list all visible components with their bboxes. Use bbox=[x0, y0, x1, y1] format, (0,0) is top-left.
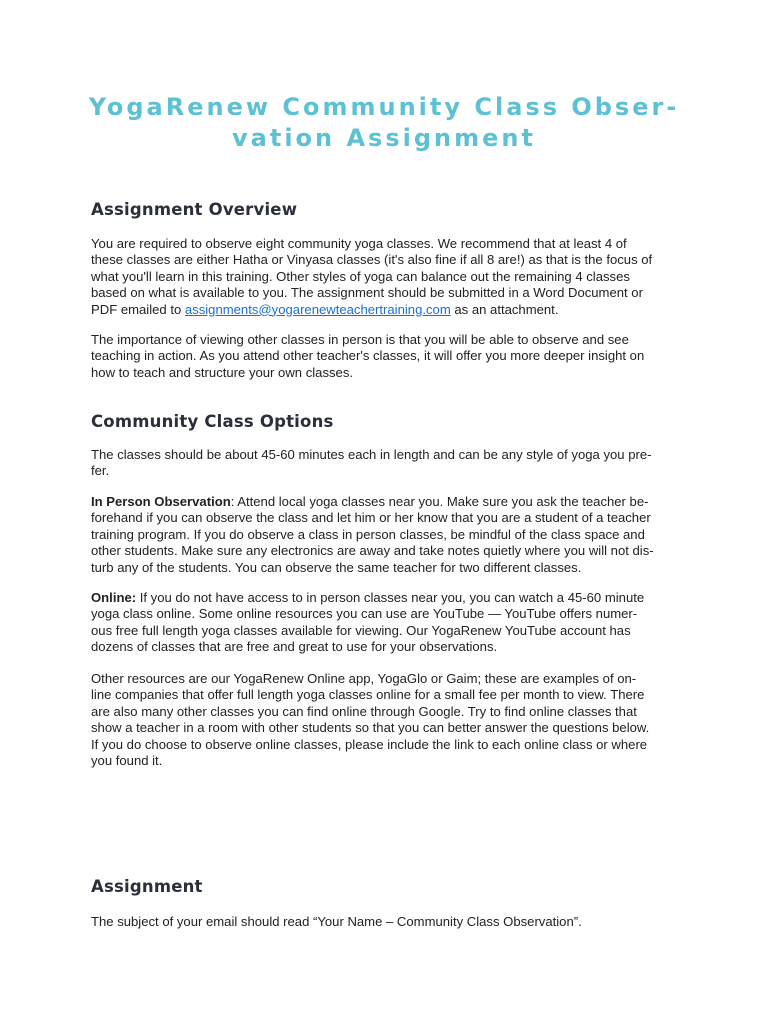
text-line bbox=[91, 302, 691, 318]
text-line: show a teacher in a room with other students so that you can better answer the questions below. bbox=[91, 720, 650, 736]
options-heading: Community Class Options bbox=[91, 412, 334, 431]
email-link[interactable]: assignments@yogarenewteachertraining.com bbox=[184, 301, 451, 317]
assignment-heading: Assignment bbox=[91, 877, 203, 896]
text-line: dozens of classes that are free and great to use for your observations. bbox=[91, 639, 498, 655]
options-intro-paragraph bbox=[91, 447, 691, 480]
text-line: you found it. bbox=[91, 753, 163, 769]
text-line bbox=[91, 494, 691, 510]
text-line: You are required to observe eight community yoga classes. We recommend that at least 4 of bbox=[91, 236, 627, 251]
text-fragment: PDF emailed to bbox=[91, 301, 185, 317]
text-line: Other resources are our YogaRenew Online app, YogaGlo or Gaim; these are examples of on- bbox=[91, 671, 637, 686]
text-line: line companies that offer full length yoga classes online for a small fee per month to view. There bbox=[91, 687, 645, 703]
in-person-paragraph bbox=[91, 494, 691, 576]
text-line: ous free full length yoga classes available for viewing. Our YogaRenew YouTube account has bbox=[91, 622, 631, 638]
text-fragment: If you do not have access to in person classes near you, you can watch a 45-60 minute bbox=[136, 590, 645, 605]
online-label: Online: bbox=[91, 590, 137, 605]
text-line: If you do choose to observe online classes, please include the link to each online class or where bbox=[91, 736, 648, 752]
text-line: these classes are either Hatha or Vinyasa classes (it's also fine if all 8 are!) as that is the focus of bbox=[91, 252, 653, 268]
text-line: forehand if you can observe the class and let him or her know that you are a student of a teacher bbox=[91, 510, 651, 526]
overview-heading: Assignment Overview bbox=[91, 200, 298, 219]
text-line: other students. Make sure any electronics are away and take notes quietly where you will not dis- bbox=[91, 543, 654, 559]
text-fragment: as an attachment. bbox=[450, 301, 559, 317]
text-line: turb any of the students. You can observe the same teacher for two different classes. bbox=[91, 559, 582, 575]
overview-paragraph-2 bbox=[91, 332, 691, 381]
text-line: are also many other classes you can find online through Google. Try to find online classes that bbox=[91, 703, 637, 719]
text-line: The classes should be about 45-60 minutes each in length and can be any style of yoga you pre- bbox=[91, 447, 652, 462]
text-line: fer. bbox=[91, 463, 110, 479]
text-fragment: : Attend local yoga classes near you. Make sure you ask the teacher be- bbox=[230, 494, 649, 509]
document-title-line-2: vation Assignment bbox=[232, 124, 536, 152]
document-title bbox=[60, 92, 708, 154]
text-line: The subject of your email should read “Your Name – Community Class Observation”. bbox=[91, 914, 582, 929]
text-line bbox=[91, 590, 691, 606]
text-line: based on what is available to you. The assignment should be submitted in a Word Document or bbox=[91, 285, 643, 301]
document-title-line-1: YogaRenew Community Class Obser- bbox=[88, 93, 680, 121]
text-line: The importance of viewing other classes in person is that you will be able to observe and see bbox=[91, 332, 629, 347]
other-resources-paragraph bbox=[91, 671, 691, 769]
assignment-paragraph bbox=[91, 914, 691, 930]
text-line: teaching in action. As you attend other teacher's classes, it will offer you more deeper insight on bbox=[91, 348, 645, 364]
text-line: how to teach and structure your own classes. bbox=[91, 364, 354, 380]
text-line: what you'll learn in this training. Other styles of yoga can balance out the remaining 4 classes bbox=[91, 268, 630, 284]
text-line: training program. If you do observe a class in person classes, be mindful of the class space and bbox=[91, 526, 645, 542]
in-person-label: In Person Observation bbox=[91, 494, 231, 509]
online-paragraph bbox=[91, 590, 691, 656]
overview-paragraph-1 bbox=[91, 236, 691, 318]
text-line: yoga class online. Some online resources you can use are YouTube — YouTube offers numer- bbox=[91, 606, 638, 622]
